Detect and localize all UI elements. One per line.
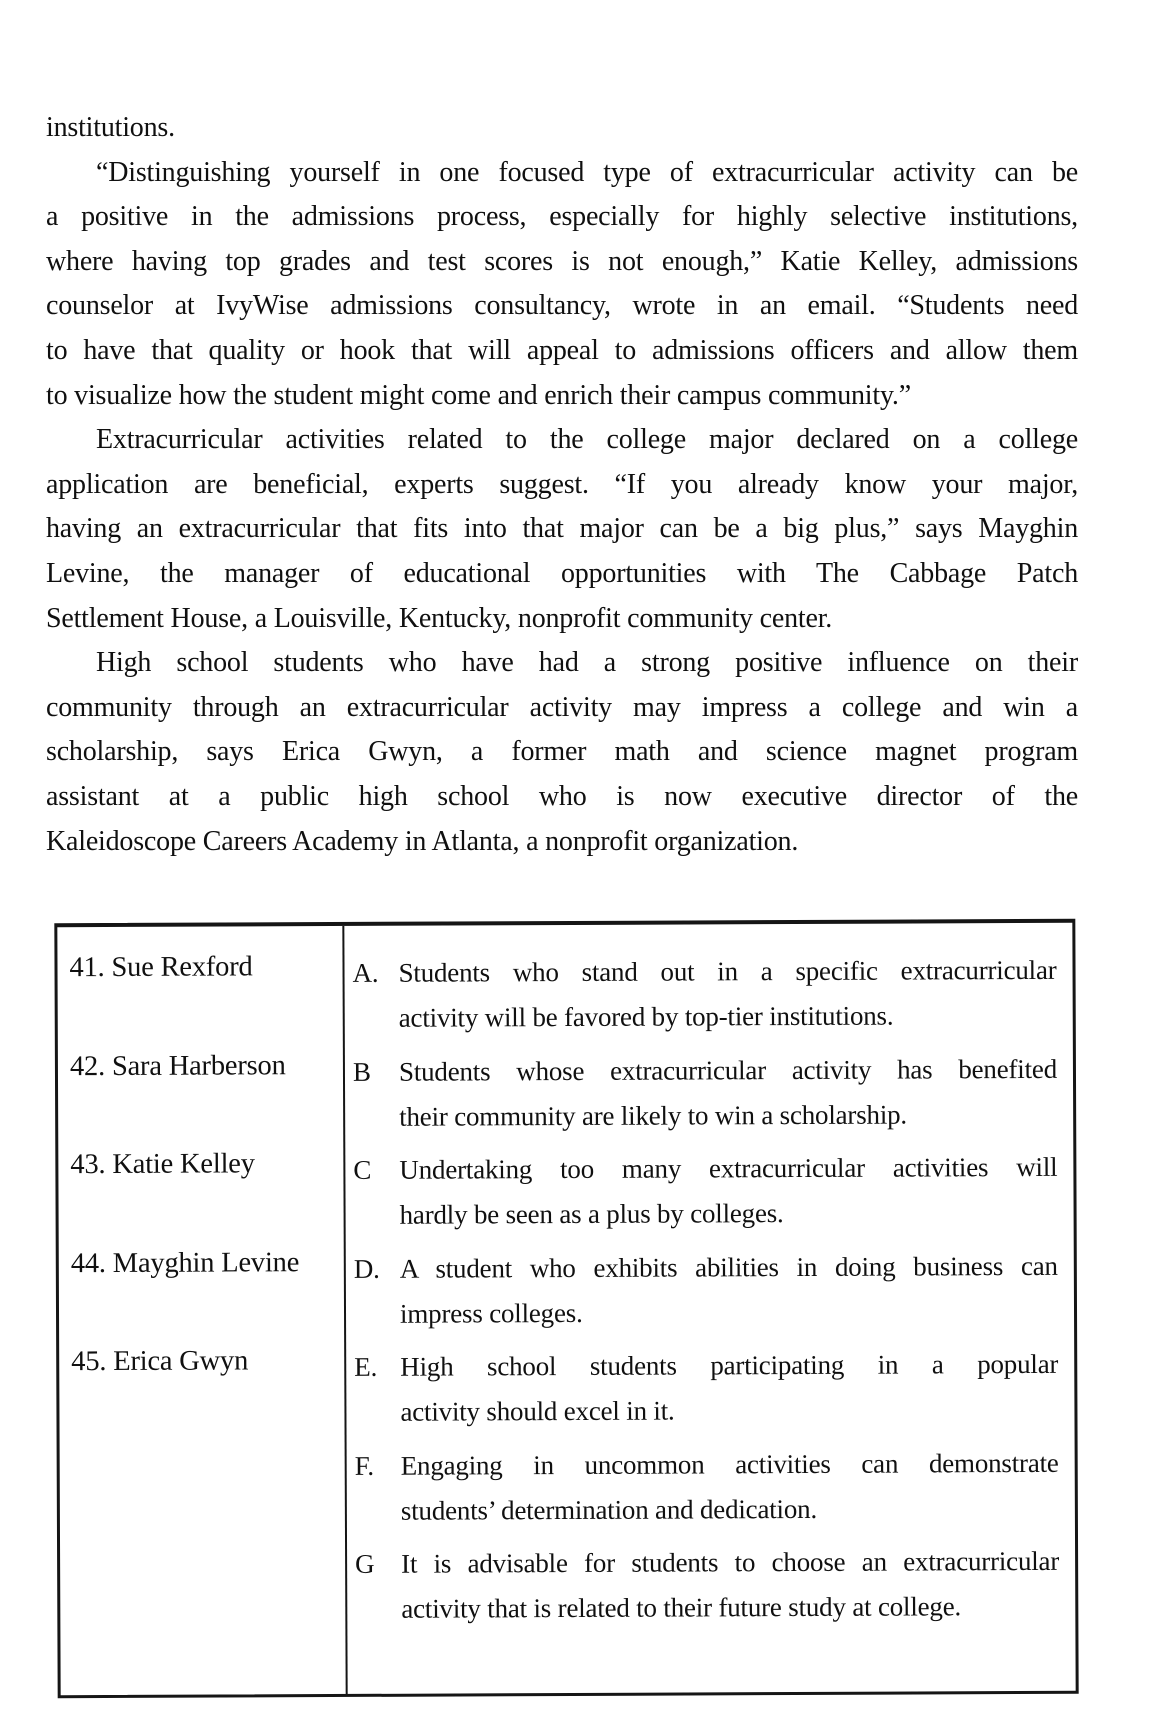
passage-line: Levine, the manager of educational opportunities with The Cabbage Patch xyxy=(46,557,1078,589)
person-number: 42. xyxy=(69,1050,106,1082)
options-column xyxy=(344,923,1075,1694)
person-item-42 xyxy=(70,1050,335,1150)
person-name: Katie Kelley xyxy=(112,1148,255,1180)
option-line: activity that is related to their future study at college. xyxy=(401,1591,962,1624)
passage-line: High school students who have had a strong positive influence on their xyxy=(96,647,1078,679)
person-number: 43. xyxy=(70,1149,106,1181)
matching-table xyxy=(54,919,1078,1698)
person-item-45 xyxy=(71,1345,336,1445)
option-text xyxy=(401,1539,1059,1640)
person-number: 44. xyxy=(70,1247,106,1279)
option-letter: A. xyxy=(352,957,379,988)
option-line: Undertaking too many extracurricular activities will xyxy=(399,1151,1058,1185)
paragraph-major-levine xyxy=(46,418,1078,641)
passage-line: Settlement House, a Louisville, Kentucky, nonprofit community center. xyxy=(46,602,833,634)
option-letter: E. xyxy=(354,1351,378,1382)
reading-passage xyxy=(46,106,1078,864)
person-number: 41. xyxy=(69,952,105,984)
person-item-44 xyxy=(71,1247,336,1347)
option-item-g xyxy=(355,1539,1059,1641)
option-text xyxy=(401,1440,1059,1541)
person-name: Sara Harberson xyxy=(111,1049,286,1082)
option-letter: C xyxy=(353,1154,372,1185)
option-letter: D. xyxy=(353,1253,380,1284)
option-line: impress colleges. xyxy=(399,1297,583,1329)
option-item-d xyxy=(354,1243,1058,1345)
passage-line: community through an extracurricular activity may impress a college and win a xyxy=(46,691,1078,723)
option-item-c xyxy=(353,1145,1057,1247)
person-name: Mayghin Levine xyxy=(112,1246,300,1279)
option-item-b xyxy=(353,1046,1057,1148)
option-text xyxy=(400,1243,1058,1344)
option-text xyxy=(400,1342,1058,1443)
passage-line: “Distinguishing yourself in one focused type of extracurricular activity can be xyxy=(96,156,1078,188)
paragraph-quote-kelley xyxy=(46,151,1078,419)
person-item-43 xyxy=(70,1148,335,1248)
option-letter: B xyxy=(352,1056,371,1087)
option-text xyxy=(399,1046,1057,1147)
passage-line: to visualize how the student might come and enrich their campus community.” xyxy=(46,379,911,411)
option-line: Students whose extracurricular activity has benefited xyxy=(398,1053,1058,1087)
option-line: A student who exhibits abilities in doing business can xyxy=(399,1250,1058,1284)
option-line: It is advisable for students to choose an extracurricular xyxy=(401,1545,1060,1579)
option-letter: G xyxy=(355,1548,375,1579)
option-line: Students who stand out in a specific extracurricular xyxy=(398,954,1057,988)
option-letter: F. xyxy=(354,1450,374,1481)
option-text xyxy=(399,1145,1057,1246)
passage-line: to have that quality or hook that will appeal to admissions officers and allow them xyxy=(46,334,1078,366)
people-column xyxy=(57,926,347,1695)
option-item-e xyxy=(354,1342,1058,1444)
passage-line: scholarship, says Erica Gwyn, a former math and science magnet program xyxy=(46,736,1078,768)
option-item-a xyxy=(352,948,1056,1050)
passage-line: assistant at a public high school who is now executive director of the xyxy=(46,780,1078,812)
option-line: their community are likely to win a scholarship. xyxy=(399,1099,908,1132)
option-line: Engaging in uncommon activities can demonstrate xyxy=(400,1447,1059,1481)
passage-line: having an extracurricular that fits into that major can be a big plus,” says Mayghin xyxy=(46,513,1078,545)
passage-line: Extracurricular activities related to the college major declared on a college xyxy=(96,424,1078,456)
passage-line: application are beneficial, experts suggest. “If you already know your major, xyxy=(46,468,1078,500)
option-line: hardly be seen as a plus by colleges. xyxy=(399,1198,784,1230)
option-line: activity should excel in it. xyxy=(400,1395,675,1427)
paragraph-scholarship-gwyn xyxy=(46,641,1078,864)
person-item-41 xyxy=(69,951,334,1051)
option-text xyxy=(398,948,1056,1049)
option-line: activity will be favored by top-tier institutions. xyxy=(398,1000,894,1033)
option-item-f xyxy=(355,1440,1059,1542)
person-name: Sue Rexford xyxy=(111,951,253,983)
passage-line: institutions. xyxy=(46,112,175,143)
person-number: 45. xyxy=(71,1346,107,1378)
option-line: students’ determination and dedication. xyxy=(400,1493,818,1526)
passage-line: where having top grades and test scores is not enough,” Katie Kelley, admissions xyxy=(46,245,1078,277)
passage-line: counselor at IvyWise admissions consultancy, wrote in an email. “Students need xyxy=(46,290,1078,322)
option-line: High school students participating in a popular xyxy=(400,1348,1059,1382)
person-name: Erica Gwyn xyxy=(113,1345,249,1377)
passage-line: Kaleidoscope Careers Academy in Atlanta, a nonprofit organization. xyxy=(46,825,799,857)
passage-line: a positive in the admissions process, especially for highly selective institutions, xyxy=(46,201,1078,233)
